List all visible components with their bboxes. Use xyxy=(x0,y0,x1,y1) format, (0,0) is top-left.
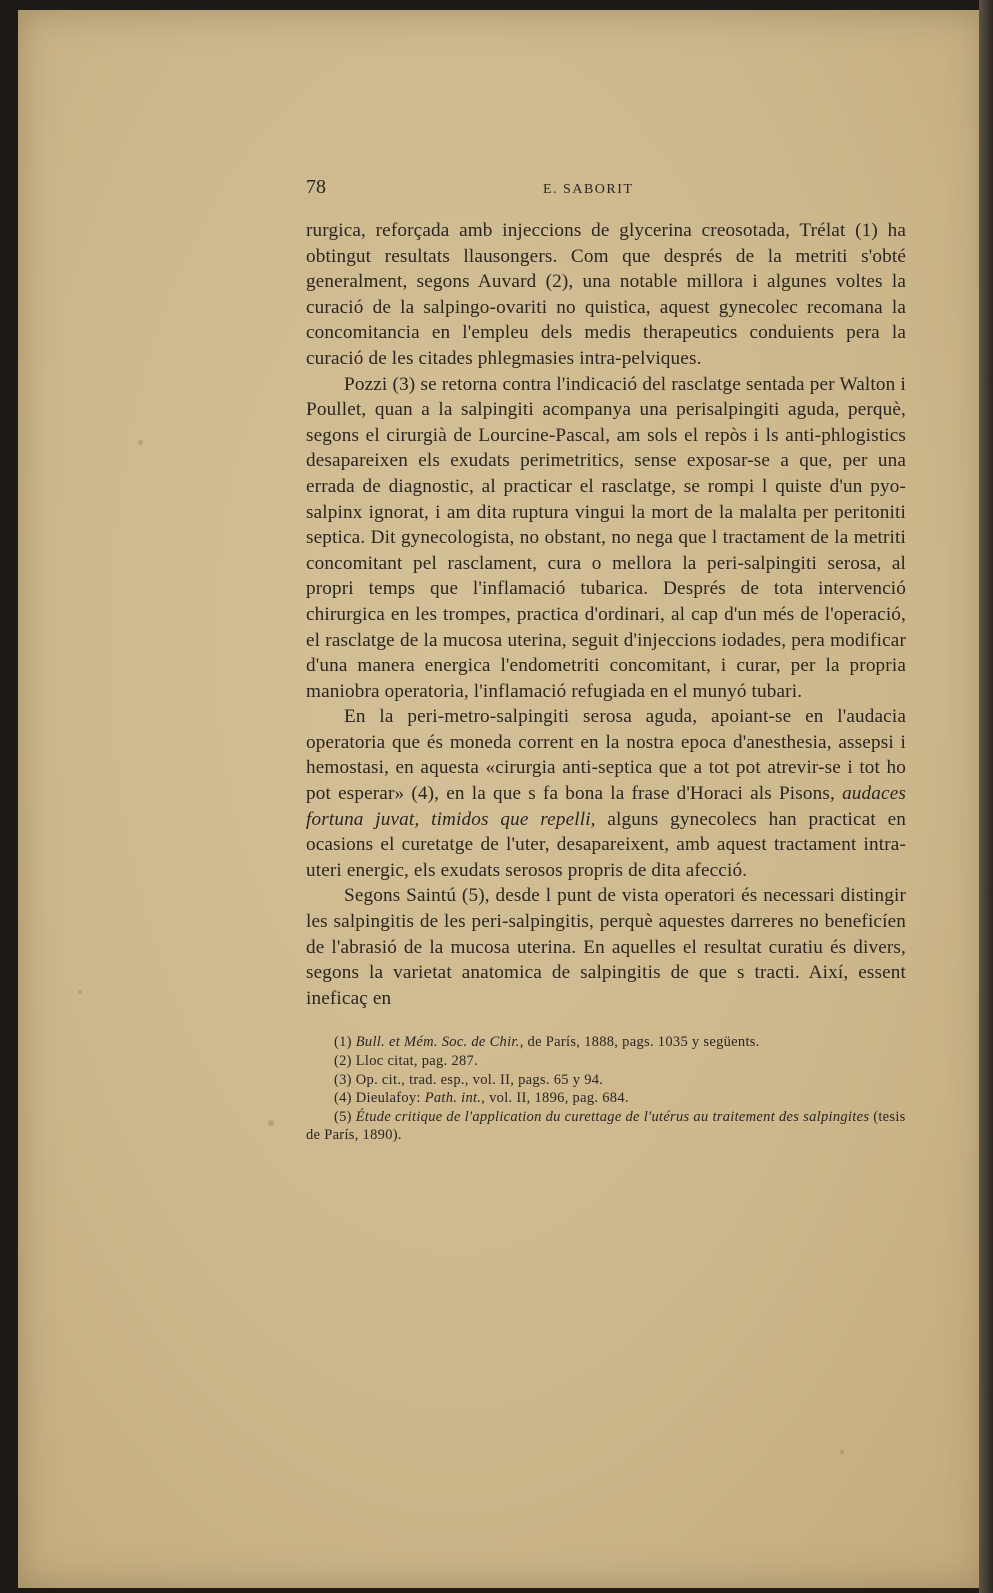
footnote-text: de París, 1888, pags. 1035 y següents. xyxy=(523,1034,760,1051)
footnote-text: (tesis de París, 1890). xyxy=(306,1108,906,1144)
footnote-number: (2) xyxy=(334,1053,352,1069)
footnote-5 xyxy=(306,1108,906,1145)
running-title: E. SABORIT xyxy=(543,182,634,197)
footnote-title: Bull. et Mém. Soc. de Chir., xyxy=(355,1034,524,1051)
footnote-title: Path. int., xyxy=(424,1090,486,1107)
paragraph-1: rurgica, reforçada amb injeccions de glycerina creosotada, Trélat (1) ha obtingut resultats llausongers. Com que després de la metriti s'obté generalment, segons Auvard (2), una notable millora i algunes voltes la curació de la salpingo-ovariti no quistica, aquest gynecolec recomana la concomitancia en l'empleu dels medis therapeutics conduients pera la curació de les citades phlegmasies intra-pelviques. xyxy=(306,220,906,369)
binding-edge xyxy=(979,0,993,1593)
footnote-number: (5) xyxy=(334,1108,352,1125)
paper-spot xyxy=(138,440,143,445)
footnote-1 xyxy=(306,1033,906,1052)
paragraph-3-text-end: alguns gynecolecs han practicat en ocasions el curetatge de l'uter, desapareixent, amb aquest tractament intra-uteri energic, els exudats serosos propris de dita afecció. xyxy=(306,808,906,881)
paragraph-4: Segons Saintú (5), desde l punt de vista operatori és necessari distingir les salpingitis de les peri-salpingitis, perquè aquestes darreres no beneficíen de l'abrasió de la mucosa uterina. En aquelles el resultat curatiu és divers, segons la varietat anatomica de salpingitis de que s tracti. Així, essent ineficaç en xyxy=(306,885,906,1009)
paragraph-3-text-start: En la peri-metro-salpingiti serosa aguda, apoiant-se en l'audacia operatoria que és moneda corrent en la nostra epoca d'anesthesia, assepsi i hemostasi, en aquesta «cirurgia anti-septica que a tot pot atrevir-se i tot ho pot esperar» (4), en la que s fa bona la frase d'Horaci als Pisons, xyxy=(306,706,906,805)
footnote-text: Lloc citat, pag. 287. xyxy=(355,1053,479,1069)
paragraph-2: Pozzi (3) se retorna contra l'indicació del rasclatge sentada per Walton i Poullet, quan a la salpingiti acompanya una perisalpingiti aguda, perquè, segons el cirurgià de Lourcine-Pascal, am sols el repòs i ls anti-phlogistics desapareixen els exudats perimetritics, sense exposar-se a que, per una errada de diagnostic, al practicar el rasclatge, se rompi l quiste d'un pyo-salpinx ignorat, i am dita ruptura vingui la mort de la malalta per peritoniti septica. Dit gynecologista, no obstant, no nega que l tractament de la metriti concomitant pel rasclament, cura o mellora la peri-salpingiti serosa, al propri temps que l'inflamació tubarica. Després de tota intervenció chirurgica en les trompes, practica d'ordinari, al cap d'un més de l'operació, el rasclatge de la mucosa uterina, seguit d'injeccions iodades, pera modificar d'una manera energica l'endometriti concomitant, i curar, per la propria maniobra operatoria, l'inflamació refugiada en el munyó tubari. xyxy=(306,373,906,702)
paragraph-3 xyxy=(306,704,906,883)
paper-spot xyxy=(840,1450,844,1454)
paper-spot xyxy=(268,1120,274,1126)
footnote-text: vol. II, 1896, pag. 684. xyxy=(485,1090,629,1107)
latin-quotation: audaces fortuna juvat, timidos que repelli, xyxy=(306,783,906,830)
footnote-text: Op. cit., trad. esp., vol. II, pags. 65 y 94. xyxy=(355,1071,604,1088)
footnote-number: (4) xyxy=(334,1090,352,1107)
footnote-text: Dieulafoy: xyxy=(355,1090,425,1107)
footnote-title: Étude critique de l'application du curettage de l'utérus au traitement des salpingites xyxy=(355,1108,870,1125)
footnote-3 xyxy=(306,1071,906,1090)
page-number: 78 xyxy=(306,176,326,198)
footnote-number: (3) xyxy=(334,1071,352,1088)
footnote-4 xyxy=(306,1089,906,1108)
footnote-number: (1) xyxy=(334,1034,352,1051)
running-head xyxy=(306,176,906,204)
footnotes xyxy=(306,1033,906,1145)
body-text xyxy=(306,218,906,1011)
page-text-block xyxy=(306,176,906,1145)
paper-spot xyxy=(78,990,82,994)
footnote-2 xyxy=(306,1052,906,1071)
